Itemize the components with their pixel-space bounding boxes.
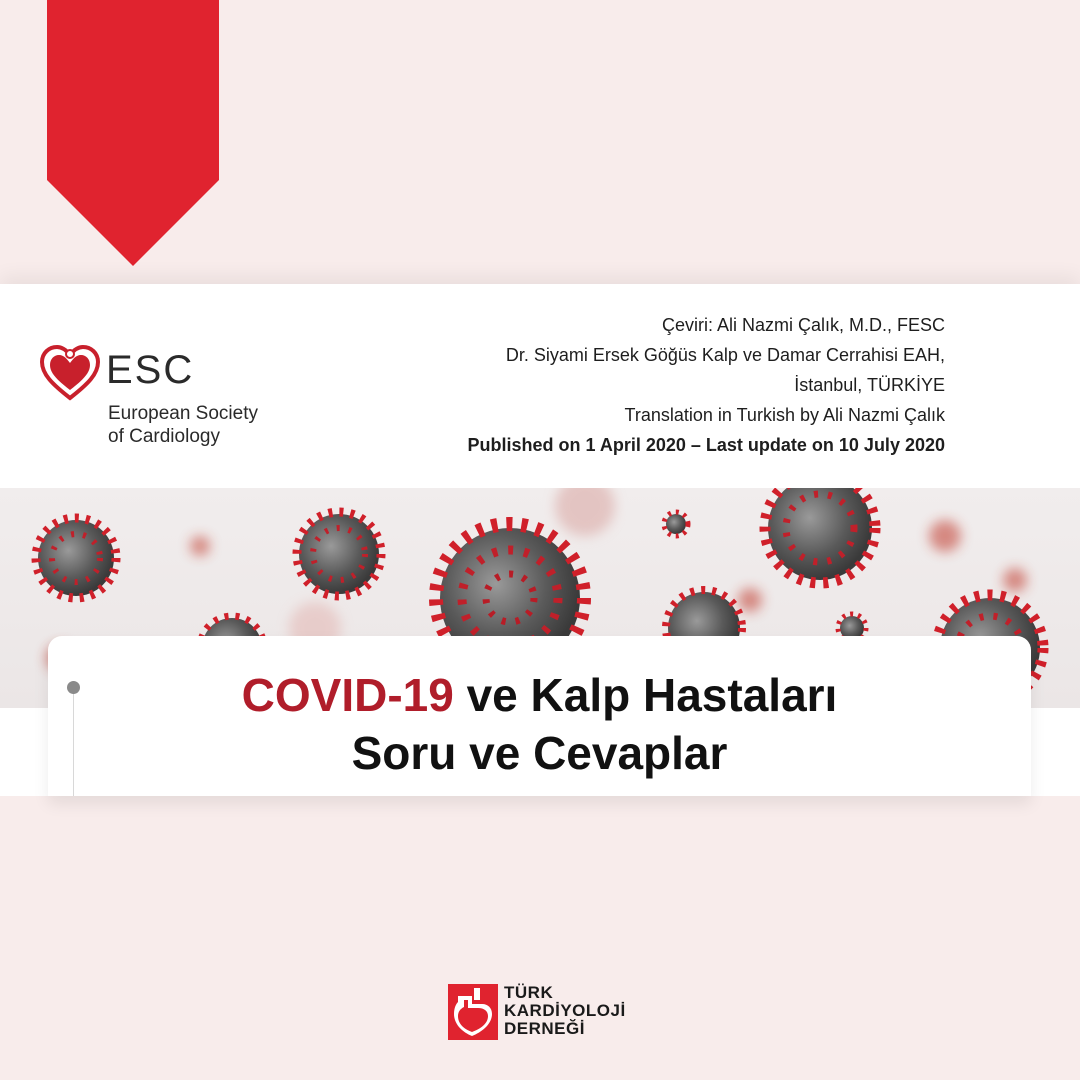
title-accent: COVID-19 — [241, 669, 454, 721]
title-rest: ve Kalp Hastaları — [453, 669, 838, 721]
esc-name-line1: European Society — [108, 403, 258, 424]
tkd-line3: DERNEĞİ — [504, 1019, 585, 1038]
info-band — [0, 284, 1080, 488]
heart-logo-icon — [40, 344, 100, 404]
tkd-heart-icon — [448, 984, 498, 1040]
tkd-line2: KARDİYOLOJİ — [504, 1001, 626, 1020]
credit-institution: Dr. Siyami Ersek Göğüs Kalp ve Damar Cerrahisi EAH, — [505, 345, 945, 365]
esc-full-name — [108, 402, 258, 448]
tkd-logo — [448, 984, 648, 1040]
credit-translation-note: Translation in Turkish by Ali Nazmi Çalık — [624, 405, 945, 425]
esc-logo — [40, 344, 300, 454]
credit-city: İstanbul, TÜRKİYE — [794, 375, 945, 395]
tkd-name — [504, 984, 626, 1038]
credit-publication-date: Published on 1 April 2020 – Last update on 10 July 2020 — [467, 435, 945, 455]
esc-name-line2: of Cardiology — [108, 426, 220, 447]
esc-acronym: ESC — [106, 348, 195, 392]
translation-credits — [325, 310, 945, 460]
page-title — [48, 666, 1031, 782]
title-line2: Soru ve Cevaplar — [351, 727, 728, 779]
tkd-line1: TÜRK — [504, 983, 554, 1002]
credit-translator: Çeviri: Ali Nazmi Çalık, M.D., FESC — [661, 315, 945, 335]
bookmark-ribbon — [47, 0, 219, 266]
title-line1 — [48, 666, 1031, 724]
